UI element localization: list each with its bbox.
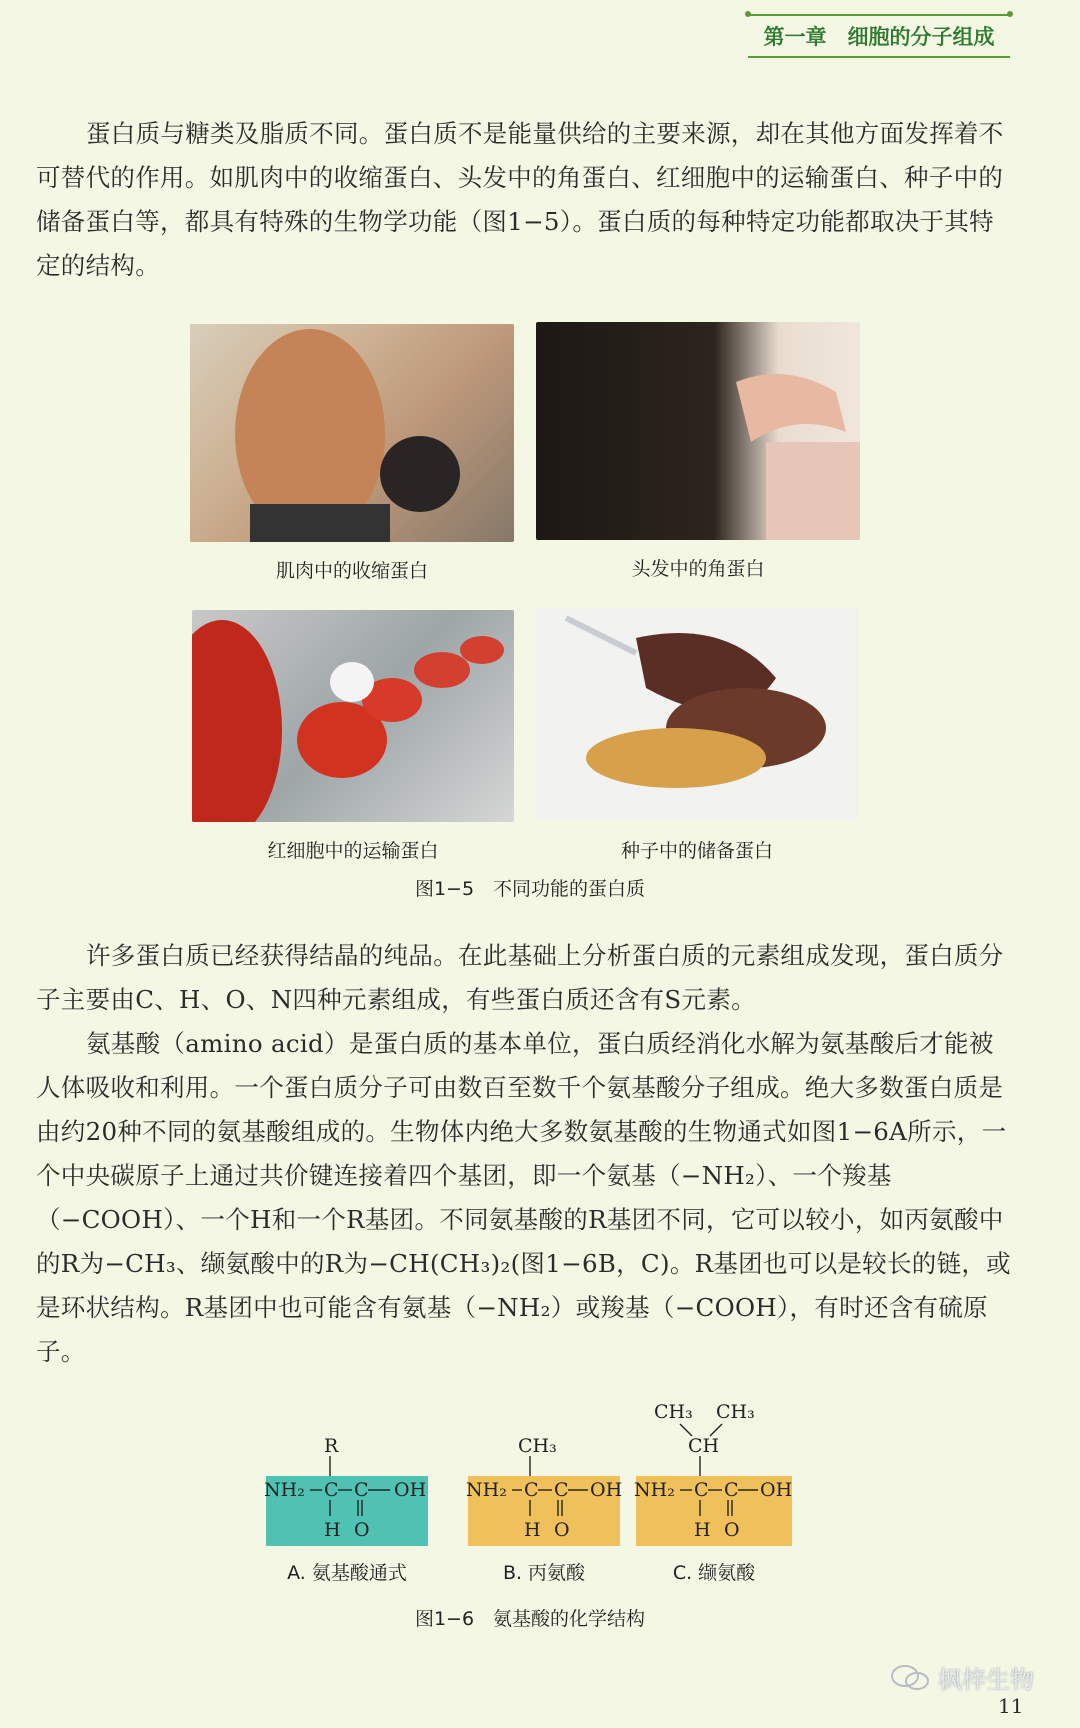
svg-text:H: H bbox=[324, 1519, 341, 1541]
chapter-header bbox=[748, 14, 1010, 58]
svg-text:C: C bbox=[324, 1479, 339, 1501]
caption-red-blood-cell: 红细胞中的运输蛋白 bbox=[267, 840, 439, 862]
chapter-title: 第一章 细胞的分子组成 bbox=[763, 25, 995, 49]
header-divider bbox=[748, 56, 1010, 58]
hair-photo bbox=[536, 322, 860, 540]
svg-text:C: C bbox=[554, 1479, 569, 1501]
svg-text:OH: OH bbox=[590, 1479, 623, 1501]
svg-text:CH₃: CH₃ bbox=[654, 1401, 693, 1423]
svg-text:NH₂: NH₂ bbox=[466, 1479, 507, 1501]
svg-text:C: C bbox=[724, 1479, 739, 1501]
paragraph-amino-acids: 氨基酸（amino acid）是蛋白质的基本单位，蛋白质经消化水解为氨基酸后才能被人体吸收和利用。一个蛋白质分子可由数百至数千个氨基酸分子组成。绝大多数蛋白质是由约20种不同的氨基酸组成的。生物体内绝大多数氨基酸的生物通式如图1−6A所示，一个中央碳原子上通过共价键连接着四个基团，即一个氨基（−NH₂）、一个羧基（−COOH）、一个H和一个R基团。不同氨基酸的R基团不同，它可以较小，如丙氨酸中的R为−CH₃、缬氨酸中的R为−CH(CH₃)₂(图1−6B，C)。R基团也可以是较长的链，或是环状结构。R基团中也可能含有氨基（−NH₂）或羧基（−COOH），有时还含有硫原子。 bbox=[36, 1029, 1011, 1366]
watermark-text: 枫梓生物 bbox=[938, 1666, 1034, 1694]
paragraph-elements: 许多蛋白质已经获得结晶的纯品。在此基础上分析蛋白质的元素组成发现，蛋白质分子主要由C、H、O、N四种元素组成，有些蛋白质还含有S元素。 bbox=[36, 941, 1004, 1014]
paragraph-protein-functions: 蛋白质与糖类及脂质不同。蛋白质不是能量供给的主要来源，却在其他方面发挥着不可替代的作用。如肌肉中的收缩蛋白、头发中的角蛋白、红细胞中的运输蛋白、种子中的储备蛋白等，都具有特殊的生物学功能（图1−5）。蛋白质的每种特定功能都取决于其特定的结构。 bbox=[36, 119, 1004, 280]
r-group-label: CH bbox=[688, 1435, 720, 1457]
page-number: 11 bbox=[998, 1694, 1024, 1718]
caption-hair: 头发中的角蛋白 bbox=[631, 558, 765, 580]
svg-text:CH₃: CH₃ bbox=[716, 1401, 755, 1423]
structure-alanine bbox=[464, 1432, 634, 1566]
svg-text:C: C bbox=[524, 1479, 539, 1501]
svg-text:O: O bbox=[354, 1519, 370, 1541]
red-blood-cell-photo bbox=[192, 610, 514, 822]
seed-photo bbox=[536, 608, 858, 820]
svg-text:NH₂: NH₂ bbox=[264, 1479, 305, 1501]
figure-1-6-title: 图1−6 氨基酸的化学结构 bbox=[414, 1608, 646, 1630]
label-general-formula: A. 氨基酸通式 bbox=[287, 1562, 407, 1584]
r-group-label: CH₃ bbox=[518, 1435, 557, 1457]
svg-text:C: C bbox=[694, 1479, 709, 1501]
label-valine: C. 缬氨酸 bbox=[672, 1562, 756, 1584]
svg-text:O: O bbox=[724, 1519, 740, 1541]
svg-text:OH: OH bbox=[760, 1479, 793, 1501]
caption-seed: 种子中的储备蛋白 bbox=[620, 840, 773, 862]
label-alanine: B. 丙氨酸 bbox=[502, 1562, 586, 1584]
svg-text:OH: OH bbox=[394, 1479, 427, 1501]
chat-bubble-icon bbox=[890, 1663, 930, 1693]
watermark bbox=[890, 1660, 1034, 1695]
svg-text:NH₂: NH₂ bbox=[634, 1479, 675, 1501]
caption-muscle: 肌肉中的收缩蛋白 bbox=[275, 560, 428, 582]
figure-1-5-title: 图1−5 不同功能的蛋白质 bbox=[414, 878, 646, 900]
muscle-photo bbox=[190, 324, 514, 542]
svg-text:H: H bbox=[524, 1519, 541, 1541]
svg-text:H: H bbox=[694, 1519, 711, 1541]
svg-text:O: O bbox=[554, 1519, 570, 1541]
r-group-label: R bbox=[324, 1435, 339, 1457]
svg-text:C: C bbox=[354, 1479, 369, 1501]
structure-general-amino-acid bbox=[262, 1432, 432, 1566]
structure-valine bbox=[632, 1398, 802, 1566]
